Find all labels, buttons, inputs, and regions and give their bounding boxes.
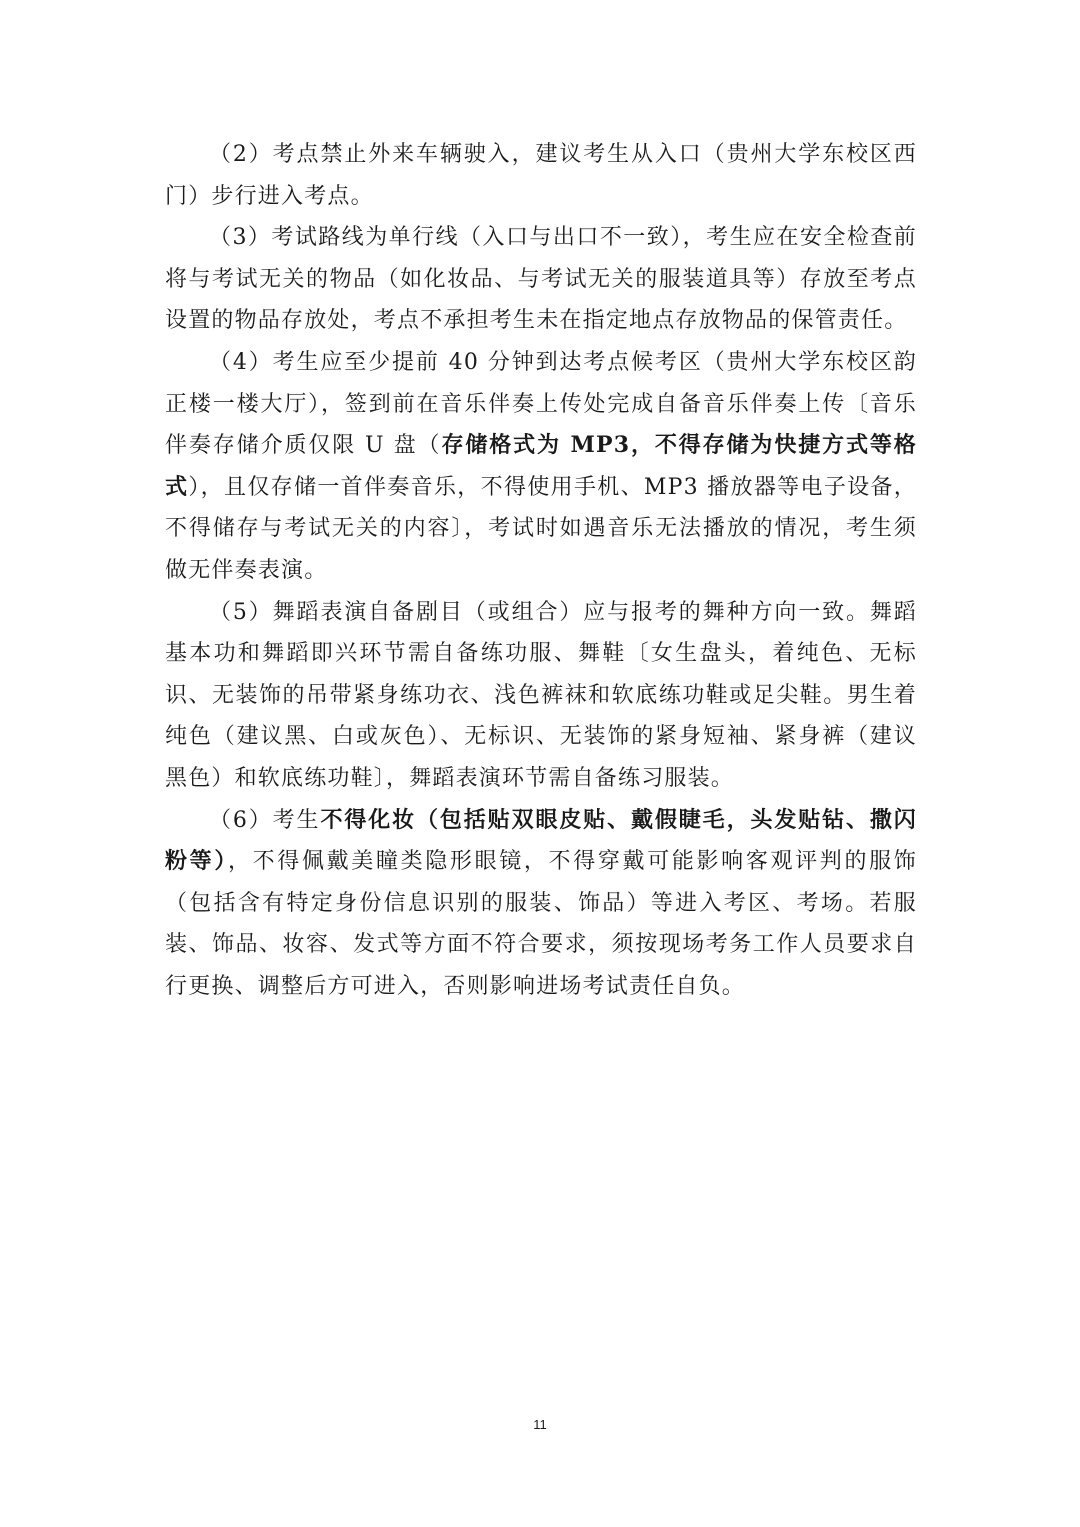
bold-text-segment: 不得化妆（包括贴双眼皮贴、戴假睫毛，头发贴钻、撒闪粉等） <box>165 806 917 875</box>
text-segment: （3）考试路线为单行线（入口与出口不一致），考生应在安全检查前将与考试无关的物品（如化妆品、与考试无关的服装道具等）存放至考点设置的物品存放处，考点不承担考生未在指定地点存放物品的保管责任。 <box>165 225 917 334</box>
paragraph-item-6 <box>165 800 917 1008</box>
text-segment: ），且仅存储一首伴奏音乐，不得使用手机、MP3 播放器等电子设备，不得储存与考试无关的内容〕，考试时如遇音乐无法播放的情况，考生须做无伴奏表演。 <box>165 474 918 583</box>
text-segment: （5）舞蹈表演自备剧目（或组合）应与报考的舞种方向一致。舞蹈基本功和舞蹈即兴环节需自备练功服、舞鞋〔女生盘头，着纯色、无标识、无装饰的吊带紧身练功衣、浅色裤袜和软底练功鞋或足尖鞋。男生着纯色（建议黑、白或灰色）、无标识、无装饰的紧身短袖、紧身裤（建议黑色）和软底练功鞋〕，舞蹈表演环节需自备练习服装。 <box>165 599 917 791</box>
paragraph-item-4 <box>165 342 917 592</box>
text-segment: ，不得佩戴美瞳类隐形眼镜，不得穿戴可能影响客观评判的服饰（包括含有特定身份信息识别的服装、饰品）等进入考区、考场。若服装、饰品、妆容、发式等方面不符合要求，须按现场考务工作人员要求自行更换、调整后方可进入，否则影响进场考试责任自负。 <box>165 849 917 999</box>
paragraph-item-2 <box>165 134 917 217</box>
text-segment: （6）考生 <box>209 807 321 833</box>
paragraph-item-5 <box>165 592 917 800</box>
paragraph-item-3 <box>165 217 917 342</box>
text-segment: （2）考点禁止外来车辆驶入，建议考生从入口（贵州大学东校区西门）步行进入考点。 <box>165 142 917 209</box>
body-text <box>165 134 917 1007</box>
text-segment: （4）考生应至少提前 40 分钟到达考点候考区（贵州大学东校区韵正楼一楼大厅），签到前在音乐伴奏上传处完成自备音乐伴奏上传〔音乐伴奏存储介质仅限 U 盘（ <box>165 349 917 459</box>
bold-text-segment: 存储格式为 MP3，不得存储为快捷方式等格式 <box>165 432 917 500</box>
page-number: 11 <box>533 1417 547 1432</box>
